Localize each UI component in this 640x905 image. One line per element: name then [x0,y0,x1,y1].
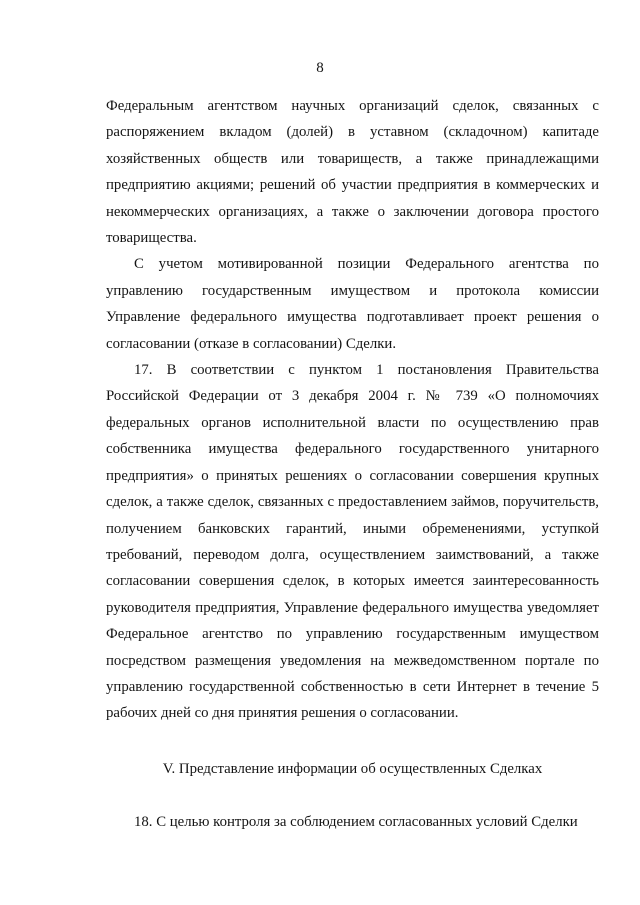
page-number: 8 [316,60,324,76]
document-body [106,93,599,836]
section-heading: V. Представление информации об осуществленных Сделках [162,760,543,777]
paragraph-17: 17. В соответствии с пунктом 1 постановления Правительства Российской Федерации от 3 декабря 2004 г. № 739 «О полномочиях федеральных органов исполнительной власти по осуществлению прав собственника имущества федерального государственного унитарного предприятия» о принятых решениях о согласовании совершения крупных сделок, а также сделок, связанных с предоставлением займов, поручительств, получением банковских гарантий, иными обременениями, уступкой требований, переводом долга, осуществлением заимствований, а также согласовании совершения сделок, в которых имеется заинтересованность руководителя предприятия, Управление федерального имущества уведомляет Федеральное агентство по управлению государственным имуществом посредством размещения уведомления на межведомственном портале по управлению государственной собственностью в сети Интернет в течение 5 рабочих дней со дня принятия решения о согласовании. [106,362,599,722]
paragraph-continuation: Федеральным агентством научных организаций сделок, связанных с распоряжением вкладом (долей) в уставном (складочном) капитаде хозяйственных обществ или товариществ, а также принадлежащими предприятию акциями; решений об участии предприятия в коммерческих и некоммерческих организациях, а также о заключении договора простого товарищества. [106,98,599,247]
paragraph-mvp-position: С учетом мотивированной позиции Федерального агентства по управлению государственным имуществом и протокола комиссии Управление федерального имущества подготавливает проект решения о согласовании (отказе в согласовании) Сделки. [106,256,599,352]
paragraph-18: 18. С целью контроля за соблюдением согласованных условий Сделки [134,814,578,831]
